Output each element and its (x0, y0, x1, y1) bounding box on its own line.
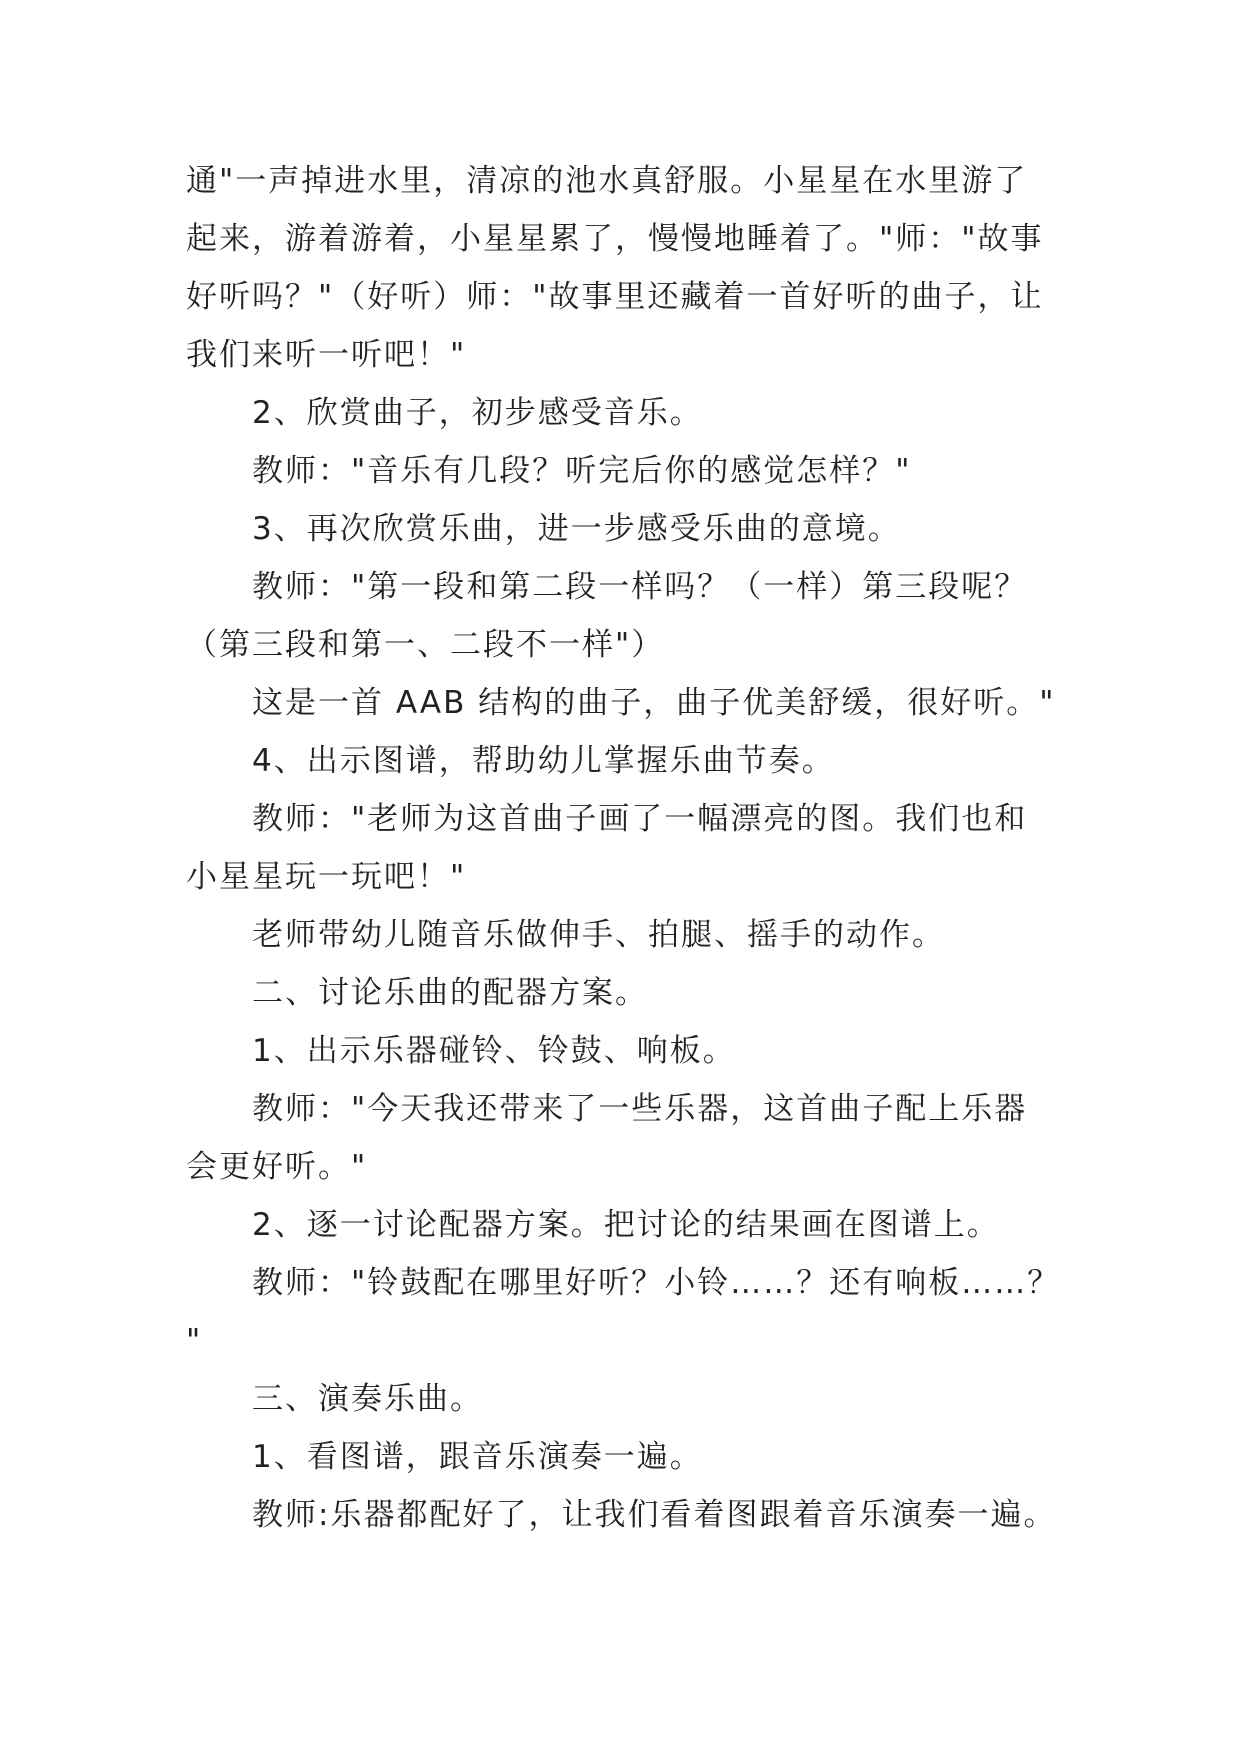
paragraph (186, 1254, 1061, 1370)
paragraph (186, 1080, 1056, 1196)
text-line: 通"一声掉进水里，清凉的池水真舒服。小星星在水里游了 (186, 163, 1028, 199)
text-line: 1、出示乐器碰铃、铃鼓、响板。 (252, 1033, 736, 1069)
paragraph (186, 732, 1056, 790)
text-line: " (186, 1323, 203, 1359)
text-line: 教师："音乐有几段？听完后你的感觉怎样？" (252, 453, 912, 489)
text-line: 好听吗？"（好听）师："故事里还藏着一首好听的曲子，让 (186, 279, 1044, 315)
paragraph (186, 1022, 1056, 1080)
paragraph (186, 500, 1056, 558)
text-line: 三、演奏乐曲。 (252, 1381, 483, 1417)
text-line: 1、看图谱，跟音乐演奏一遍。 (252, 1439, 703, 1475)
text-line: 小星星玩一玩吧！" (186, 859, 467, 895)
paragraph (186, 384, 1056, 442)
text-line: （第三段和第一、二段不一样"） (186, 627, 665, 663)
paragraph (186, 1370, 1056, 1428)
document-body (186, 152, 1061, 1544)
text-line: 我们来听一听吧！" (186, 337, 467, 373)
text-line: 2、欣赏曲子，初步感受音乐。 (252, 395, 703, 431)
paragraph (186, 1486, 1056, 1544)
paragraph (186, 152, 1056, 384)
text-line: 起来，游着游着，小星星累了，慢慢地睡着了。"师："故事 (186, 221, 1044, 257)
text-line: 2、逐一讨论配器方案。把讨论的结果画在图谱上。 (252, 1207, 1000, 1243)
paragraph (186, 1428, 1056, 1486)
paragraph (186, 790, 1056, 906)
text-line: 教师:乐器都配好了，让我们看着图跟着音乐演奏一遍。 (252, 1497, 1057, 1533)
text-line: 教师："老师为这首曲子画了一幅漂亮的图。我们也和 (252, 801, 1028, 837)
text-line: 教师："铃鼓配在哪里好听？小铃……？还有响板……？ (252, 1265, 1061, 1301)
paragraph (186, 964, 1056, 1022)
text-line: 教师："今天我还带来了一些乐器，这首曲子配上乐器 (252, 1091, 1028, 1127)
paragraph (186, 1196, 1056, 1254)
text-line: 二、讨论乐曲的配器方案。 (252, 975, 648, 1011)
text-line: 教师："第一段和第二段一样吗？（一样）第三段呢？ (252, 569, 1028, 605)
paragraph (186, 558, 1056, 674)
text-line: 这是一首 AAB 结构的曲子，曲子优美舒缓，很好听。" (252, 685, 1056, 721)
paragraph (186, 442, 1056, 500)
paragraph (186, 674, 1056, 732)
paragraph (186, 906, 1056, 964)
text-line: 老师带幼儿随音乐做伸手、拍腿、摇手的动作。 (252, 917, 945, 953)
text-line: 会更好听。" (186, 1149, 368, 1185)
text-line: 3、再次欣赏乐曲，进一步感受乐曲的意境。 (252, 511, 901, 547)
text-line: 4、出示图谱，帮助幼儿掌握乐曲节奏。 (252, 743, 835, 779)
